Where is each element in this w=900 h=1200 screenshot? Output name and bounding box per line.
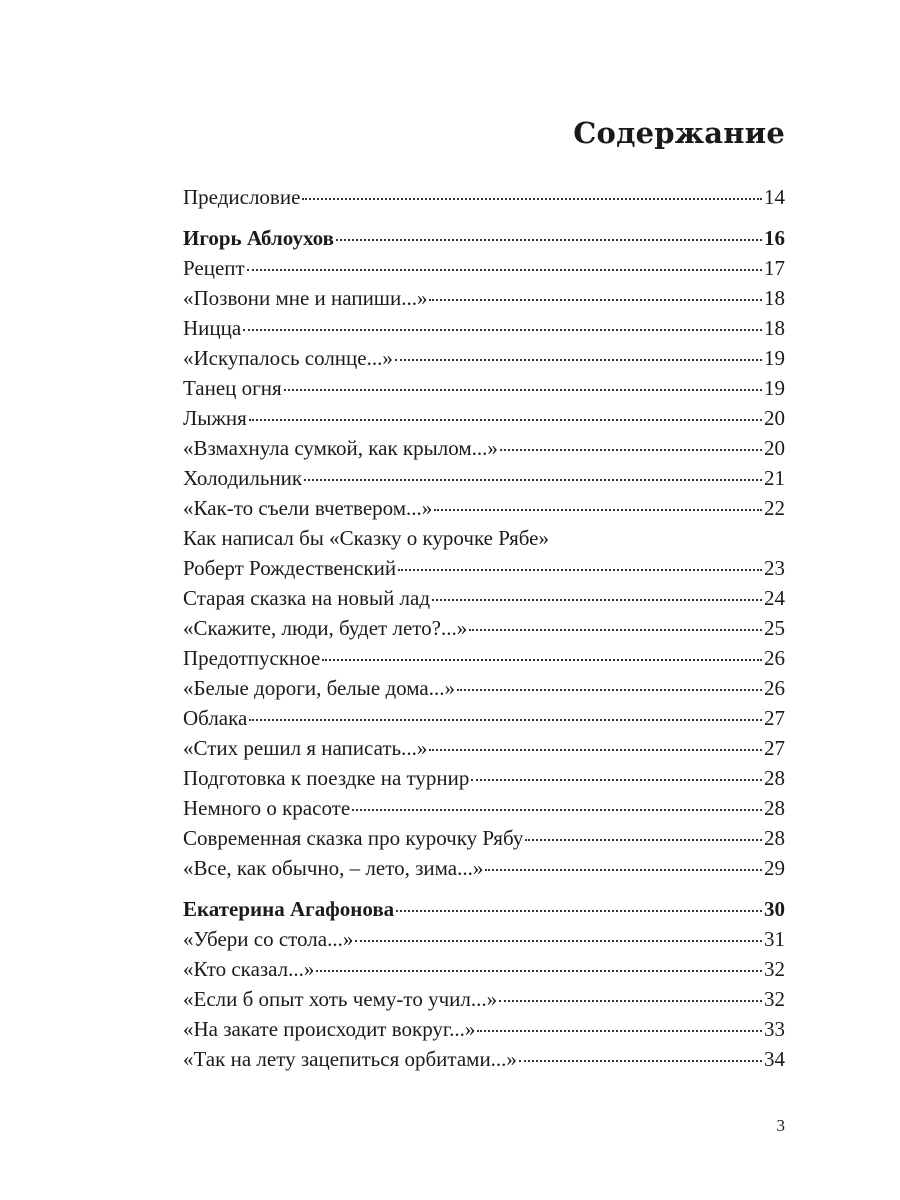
toc-entry-page: 18: [764, 286, 785, 310]
toc-entry-title: Предисловие: [183, 185, 301, 209]
page-title: Содержание: [573, 116, 785, 150]
toc-section-page: 16: [764, 226, 785, 250]
toc-entry-page: 26: [764, 676, 785, 700]
table-of-contents: [183, 182, 785, 1074]
toc-entry-page: 19: [764, 376, 785, 400]
toc-entry-page: 17: [764, 256, 785, 280]
dot-leader: [352, 808, 762, 811]
toc-section-author-ablouhov[interactable]: [183, 223, 785, 253]
dot-leader: [302, 197, 762, 200]
toc-entry-title: Ницца: [183, 316, 242, 340]
toc-entry-page: 28: [764, 766, 785, 790]
toc-entry[interactable]: [183, 343, 785, 373]
toc-entry-page: 24: [764, 586, 785, 610]
toc-entry[interactable]: [183, 283, 785, 313]
toc-entry-title: Танец огня: [183, 376, 282, 400]
toc-entry-page: 26: [764, 646, 785, 670]
toc-entry-preface[interactable]: [183, 182, 785, 212]
dot-leader: [485, 868, 762, 871]
toc-entry-title: Современная сказка про курочку Рябу: [183, 826, 524, 850]
toc-entry[interactable]: [183, 673, 785, 703]
toc-entry-page: 29: [764, 856, 785, 880]
toc-entry[interactable]: [183, 924, 785, 954]
toc-entry-title: «Так на лету зацепиться орбитами...»: [183, 1047, 517, 1071]
toc-entry-page: 25: [764, 616, 785, 640]
dot-leader: [322, 658, 762, 661]
dot-leader: [396, 909, 762, 912]
dot-leader: [316, 969, 762, 972]
toc-entry-page: 21: [764, 466, 785, 490]
toc-entry-title: Немного о красоте: [183, 796, 351, 820]
toc-entry[interactable]: [183, 1044, 785, 1074]
toc-entry-page: 14: [764, 185, 785, 209]
dot-leader: [434, 508, 762, 511]
toc-entry[interactable]: [183, 433, 785, 463]
dot-leader: [499, 999, 762, 1002]
toc-entry-multiline-first[interactable]: Как написал бы «Сказку о курочке Рябе»: [183, 526, 549, 550]
toc-entry[interactable]: [183, 613, 785, 643]
toc-entry-title: «Как-то съели вчетвером...»: [183, 496, 433, 520]
toc-entry-page: 28: [764, 826, 785, 850]
dot-leader: [500, 448, 762, 451]
toc-entry-page: 22: [764, 496, 785, 520]
toc-entry-page: 20: [764, 406, 785, 430]
toc-entry[interactable]: [183, 984, 785, 1014]
toc-entry[interactable]: [183, 463, 785, 493]
toc-entry-title: «Кто сказал...»: [183, 957, 315, 981]
toc-section-title: Игорь Аблоухов: [183, 226, 334, 250]
toc-author1-list: [183, 253, 785, 523]
toc-entry-page: 18: [764, 316, 785, 340]
toc-entry[interactable]: [183, 733, 785, 763]
toc-entry-page: 27: [764, 736, 785, 760]
toc-entry-page: 33: [764, 1017, 785, 1041]
toc-entry-page: 31: [764, 927, 785, 951]
toc-entry-page: 32: [764, 987, 785, 1011]
toc-section-title: Екатерина Агафонова: [183, 897, 395, 921]
dot-leader: [249, 418, 762, 421]
toc-entry[interactable]: [183, 763, 785, 793]
toc-entry[interactable]: [183, 643, 785, 673]
toc-entry-title: «Позвони мне и напиши...»: [183, 286, 428, 310]
toc-entry[interactable]: [183, 373, 785, 403]
toc-entry[interactable]: [183, 253, 785, 283]
dot-leader: [243, 328, 762, 331]
toc-entry-title: Лыжня: [183, 406, 247, 430]
dot-leader: [355, 939, 762, 942]
toc-entry-title: «Белые дороги, белые дома...»: [183, 676, 455, 700]
toc-entry-title: «Убери со стола...»: [183, 927, 354, 951]
toc-entry[interactable]: [183, 823, 785, 853]
toc-entry-title: «Все, как обычно, – лето, зима...»: [183, 856, 484, 880]
toc-entry-page: 34: [764, 1047, 785, 1071]
toc-entry-page: 32: [764, 957, 785, 981]
toc-entry[interactable]: [183, 1014, 785, 1044]
toc-entry-title: Подготовка к поездке на турнир: [183, 766, 470, 790]
dot-leader: [469, 628, 762, 631]
toc-author1-list-continued: [183, 583, 785, 883]
toc-entry-page: 23: [764, 556, 785, 580]
toc-entry-page: 27: [764, 706, 785, 730]
toc-section-page: 30: [764, 897, 785, 921]
toc-entry-title: Облака: [183, 706, 248, 730]
toc-entry[interactable]: [183, 793, 785, 823]
toc-entry-title: «Стих решил я написать...»: [183, 736, 428, 760]
toc-entry[interactable]: [183, 403, 785, 433]
page-number: 3: [776, 1116, 785, 1135]
dot-leader: [471, 778, 762, 781]
toc-entry-title: «Искупалось солнце...»: [183, 346, 393, 370]
dot-leader: [336, 238, 762, 241]
toc-entry-multiline-second[interactable]: [183, 553, 785, 583]
dot-leader: [284, 388, 762, 391]
dot-leader: [304, 478, 762, 481]
dot-leader: [525, 838, 762, 841]
toc-entry-page: 28: [764, 796, 785, 820]
dot-leader: [429, 298, 762, 301]
toc-entry-title: «Взмахнула сумкой, как крылом...»: [183, 436, 498, 460]
dot-leader: [457, 688, 762, 691]
toc-section-author-agafonova[interactable]: [183, 894, 785, 924]
toc-entry-title: «На закате происходит вокруг...»: [183, 1017, 476, 1041]
dot-leader: [477, 1029, 762, 1032]
toc-entry-title: «Если б опыт хоть чему-то учил...»: [183, 987, 498, 1011]
dot-leader: [519, 1059, 762, 1062]
toc-author2-list: [183, 924, 785, 1074]
dot-leader: [247, 268, 762, 271]
toc-entry-title: Предотпускное: [183, 646, 321, 670]
dot-leader: [395, 358, 762, 361]
toc-entry-title: Рецепт: [183, 256, 245, 280]
toc-entry-title: Холодильник: [183, 466, 303, 490]
dot-leader: [432, 598, 762, 601]
dot-leader: [398, 568, 762, 571]
toc-entry-title: «Скажите, люди, будет лето?...»: [183, 616, 468, 640]
toc-entry[interactable]: [183, 853, 785, 883]
toc-entry[interactable]: [183, 583, 785, 613]
toc-entry[interactable]: [183, 313, 785, 343]
dot-leader: [429, 748, 762, 751]
toc-entry-title: Старая сказка на новый лад: [183, 586, 431, 610]
dot-leader: [249, 718, 762, 721]
toc-entry[interactable]: [183, 703, 785, 733]
toc-entry-title: Роберт Рождественский: [183, 556, 397, 580]
toc-entry-page: 19: [764, 346, 785, 370]
toc-entry[interactable]: [183, 954, 785, 984]
toc-entry-page: 20: [764, 436, 785, 460]
toc-entry[interactable]: [183, 493, 785, 523]
